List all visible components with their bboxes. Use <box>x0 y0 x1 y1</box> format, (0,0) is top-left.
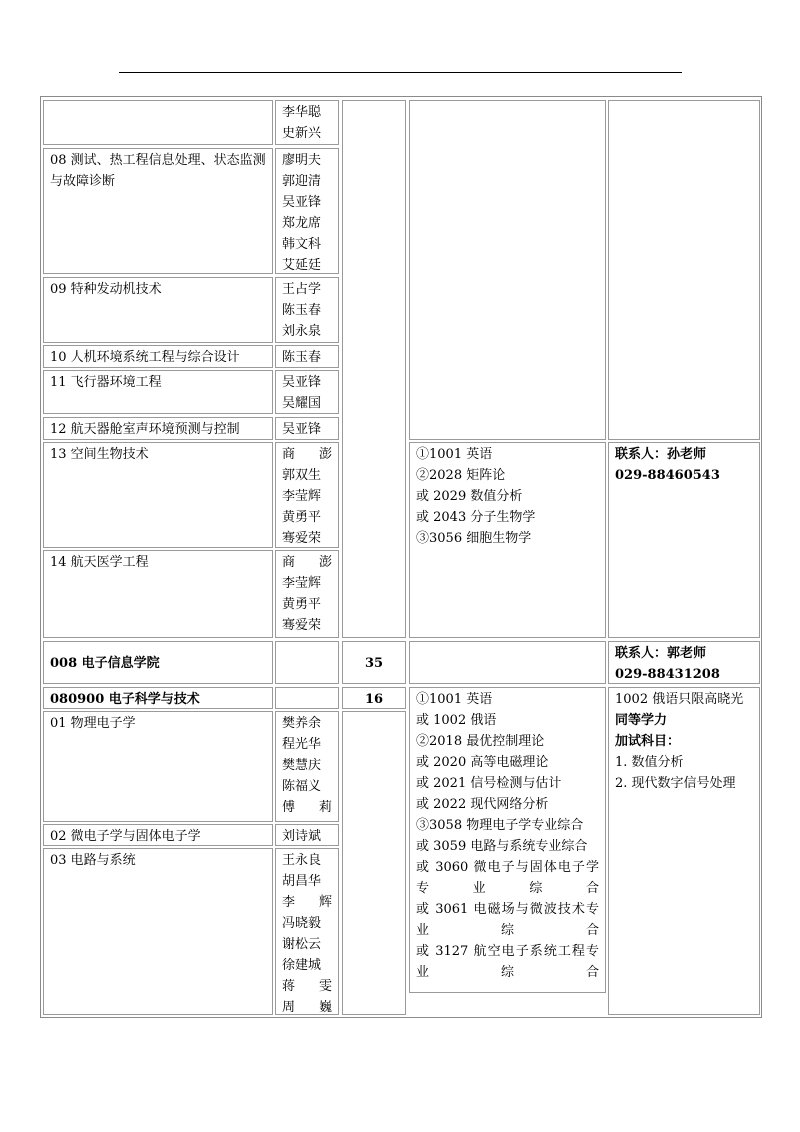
direction-name: 02 微电子学与固体电子学 <box>50 829 201 844</box>
teacher-name: 王永良 <box>282 853 322 868</box>
contact-phone: 029-88431208 <box>615 667 720 682</box>
direction-10 <box>43 345 273 368</box>
exam-item: ②2028 矩阵论 <box>416 468 506 483</box>
teacher-name: 胡昌华 <box>282 874 322 889</box>
quota-cell-empty <box>342 711 406 1015</box>
direction-name: 08 测试、热工程信息处理、状态监测与故障诊断 <box>50 153 266 189</box>
school-quota <box>342 641 406 684</box>
exam-item: ①1001 英语 <box>416 692 493 707</box>
teacher-name: 徐建城 <box>282 958 322 973</box>
teacher-name: 王占学 <box>282 282 322 297</box>
exam-item: 或 1002 俄语 <box>416 713 497 728</box>
direction-03 <box>43 848 273 1015</box>
exam-item: 或 3061 电磁场与微波技术专业综合 <box>416 902 599 938</box>
teachers-cell <box>275 370 339 414</box>
teacher-name: 陈玉春 <box>282 303 322 318</box>
school-name: 008 电子信息学院 <box>50 656 160 671</box>
teacher-name: 吴亚锋 <box>282 195 322 210</box>
teacher-name: 李 辉 <box>282 895 332 910</box>
note-item: 1. 数值分析 <box>615 755 684 770</box>
major-name: 080900 电子科学与技术 <box>50 692 200 707</box>
contact-cell-empty <box>608 100 760 440</box>
exam-item: ③3056 细胞生物学 <box>416 531 532 546</box>
teacher-name: 刘永泉 <box>282 324 322 339</box>
teacher-name: 陈福义 <box>282 779 322 794</box>
teacher-name: 韩文科 <box>282 237 322 252</box>
direction-name: 11 飞行器环境工程 <box>50 375 162 390</box>
quota-value: 35 <box>364 656 384 671</box>
teacher-name: 傅 莉 <box>282 800 332 815</box>
direction-name: 03 电路与系统 <box>50 853 136 868</box>
teacher-name: 李莹辉 <box>282 576 322 591</box>
teacher-name: 郭迎清 <box>282 174 322 189</box>
notes-cell <box>608 687 760 1015</box>
note-item: 2. 现代数字信号处理 <box>615 776 736 791</box>
direction-cell-empty <box>43 100 273 145</box>
exams-cell-empty <box>409 641 606 684</box>
exam-item: ②2018 最优控制理论 <box>416 734 545 749</box>
teachers-cell <box>275 148 339 274</box>
exams-cell-empty <box>409 100 606 440</box>
teacher-name: 樊养余 <box>282 716 322 731</box>
contact-cell <box>608 442 760 638</box>
contact-cell <box>608 641 760 684</box>
direction-13 <box>43 442 273 548</box>
teacher-name: 程光华 <box>282 737 322 752</box>
exam-item: ①1001 英语 <box>416 447 493 462</box>
teacher-name: 李华聪 <box>282 105 322 120</box>
direction-12 <box>43 417 273 440</box>
teacher-name: 商 澎 <box>282 555 332 570</box>
teachers-cell <box>275 345 339 368</box>
teachers-cell <box>275 277 339 343</box>
exam-item: 或 2021 信号检测与估计 <box>416 776 562 791</box>
teacher-name: 廖明夫 <box>282 153 322 168</box>
direction-name: 01 物理电子学 <box>50 716 136 731</box>
contact-phone: 029-88460543 <box>615 468 720 483</box>
direction-name: 09 特种发动机技术 <box>50 282 162 297</box>
direction-name: 14 航天医学工程 <box>50 555 149 570</box>
teachers-cell <box>275 848 339 1015</box>
direction-name: 13 空间生物技术 <box>50 447 149 462</box>
teacher-name: 商 澎 <box>282 447 332 462</box>
teachers-cell <box>275 550 339 638</box>
direction-11 <box>43 370 273 414</box>
exam-item: 或 3059 电路与系统专业综合 <box>416 839 588 854</box>
teacher-name: 樊慧庆 <box>282 758 322 773</box>
note-item: 同等学力 <box>615 713 668 728</box>
teachers-cell <box>275 711 339 822</box>
teacher-name: 周 巍 <box>282 1000 332 1015</box>
teacher-name: 刘诗斌 <box>282 829 322 844</box>
teacher-name: 陈玉春 <box>282 350 322 365</box>
exam-item: 或 2020 高等电磁理论 <box>416 755 549 770</box>
exam-item: ③3058 物理电子学专业综合 <box>416 818 584 833</box>
direction-name: 12 航天器舱室声环境预测与控制 <box>50 422 240 437</box>
exam-item: 或 2043 分子生物学 <box>416 510 536 525</box>
direction-14 <box>43 550 273 638</box>
teacher-name: 吴亚锋 <box>282 375 322 390</box>
contact-label: 联系人：孙老师 <box>615 447 707 462</box>
quota-value: 16 <box>364 692 384 707</box>
exams-cell <box>409 442 606 638</box>
direction-08 <box>43 148 273 274</box>
teachers-cell <box>275 417 339 440</box>
major-name-cell <box>43 687 273 709</box>
direction-01 <box>43 711 273 822</box>
note-item: 加试科目： <box>615 734 681 749</box>
teacher-name: 冯晓毅 <box>282 916 322 931</box>
quota-cell-empty <box>342 100 406 638</box>
teacher-name: 骞爱荣 <box>282 618 322 633</box>
exam-item: 或 3127 航空电子系统工程专业综合 <box>416 944 599 980</box>
exams-cell <box>409 687 606 993</box>
teacher-name: 吴亚锋 <box>282 422 322 437</box>
teachers-cell <box>275 100 339 145</box>
teacher-name: 黄勇平 <box>282 510 322 525</box>
exam-item: 或 3060 微电子与固体电子学专业综合 <box>416 860 599 896</box>
exam-item: 或 2029 数值分析 <box>416 489 523 504</box>
teachers-cell-empty <box>275 687 339 709</box>
teacher-name: 骞爱荣 <box>282 531 322 546</box>
teacher-name: 郭双生 <box>282 468 322 483</box>
teacher-name: 谢松云 <box>282 937 322 952</box>
direction-02 <box>43 824 273 846</box>
direction-name: 10 人机环境系统工程与综合设计 <box>50 350 240 365</box>
note-item: 1002 俄语只限高晓光 <box>615 692 744 707</box>
teacher-name: 黄勇平 <box>282 597 322 612</box>
school-name-cell <box>43 641 273 684</box>
teachers-cell-empty <box>275 641 339 684</box>
teacher-name: 李莹辉 <box>282 489 322 504</box>
major-quota <box>342 687 406 709</box>
direction-09 <box>43 277 273 343</box>
contact-label: 联系人：郭老师 <box>615 646 707 661</box>
teacher-name: 郑龙席 <box>282 216 322 231</box>
teacher-name: 史新兴 <box>282 126 322 141</box>
teachers-cell <box>275 442 339 548</box>
exam-item: 或 2022 现代网络分析 <box>416 797 549 812</box>
teacher-name: 艾延廷 <box>282 258 322 273</box>
teacher-name: 蒋 雯 <box>282 979 332 994</box>
teachers-cell <box>275 824 339 846</box>
admissions-table <box>40 96 762 1018</box>
teacher-name: 吴耀国 <box>282 396 322 411</box>
header-rule <box>119 72 682 73</box>
